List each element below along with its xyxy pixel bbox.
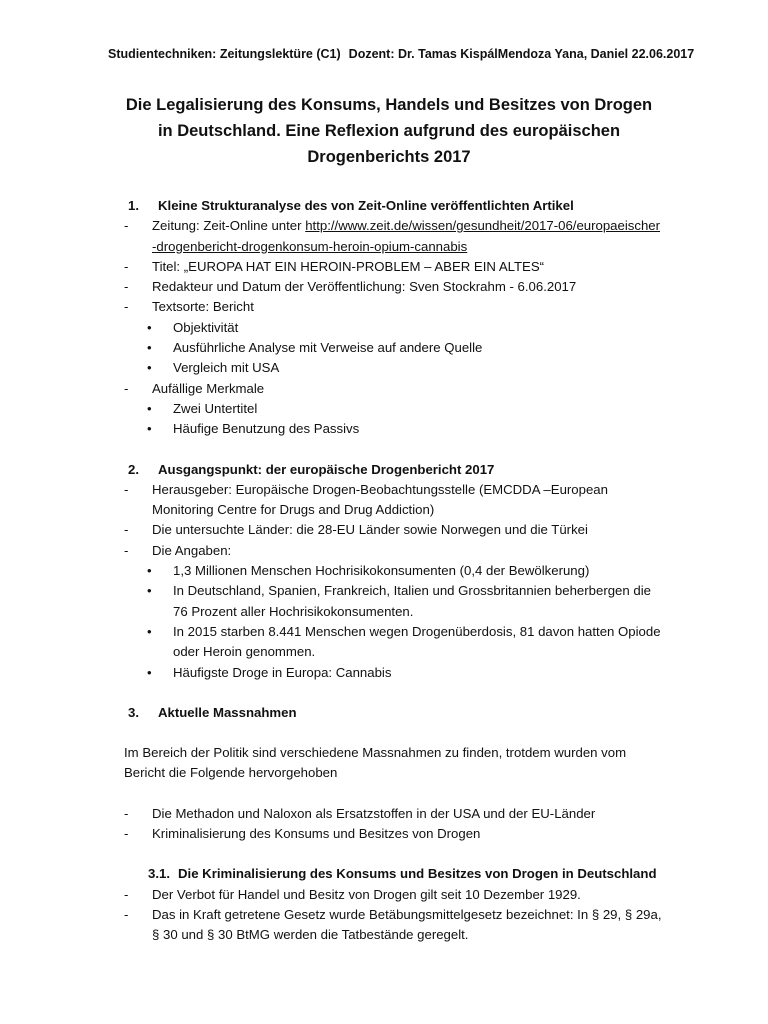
list-item: - Redakteur und Datum der Veröffentlichung: Sven Stockrahm - 6.06.2017	[124, 279, 577, 295]
header-lecturer: Dozent: Dr. Tamas Kispál	[348, 47, 498, 61]
bullet-item: • Ausführliche Analyse mit Verweise auf andere Quelle	[147, 340, 483, 356]
bullet-item: • 1,3 Millionen Menschen Hochrisikokonsumenten (0,4 der Bewölkerung)	[147, 563, 590, 579]
page-header	[108, 47, 695, 61]
list-item: - Das in Kraft getretene Gesetz wurde Betäbungsmittelgesetz bezeichnet: In § 29, § 29a, § 30 und § 30 BtMG werden die Tatbestände geregelt.	[124, 906, 662, 943]
list-item: - Herausgeber: Europäische Drogen-Beobachtungsstelle (EMCDDA –European Monitoring Centre for Drugs and Drug Addiction)	[124, 481, 608, 518]
bullet-item: • Häufigste Droge in Europa: Cannabis	[147, 664, 392, 680]
list-item: - Die untersuchte Länder: die 28-EU Länder sowie Norwegen und die Türkei	[124, 522, 588, 538]
bullet-item: • Vergleich mit USA	[147, 360, 280, 376]
bullet-item: • Objektivität	[147, 319, 239, 335]
bullet-item: • In 2015 starben 8.441 Menschen wegen Drogenüberdosis, 81 davon hatten Opiode oder Heroin genommen.	[147, 623, 661, 660]
document-body	[124, 196, 664, 946]
header-course: Studientechniken: Zeitungslektüre (C1)	[108, 47, 341, 61]
section-3-1-heading: 3.1. Die Kriminalisierung des Konsums und Besitzes von Drogen in Deutschland	[148, 866, 657, 882]
header-author-date: Mendoza Yana, Daniel 22.06.2017	[497, 47, 695, 61]
document-title: Die Legalisierung des Konsums, Handels und Besitzes von Drogen in Deutschland. Eine Reflexion aufgrund des europäischen Drogenberichts 2017	[125, 96, 653, 166]
article-link[interactable]: http://www.zeit.de/wissen/gesundheit/2017-06/europaeischer-drogenbericht-drogenkonsum-heroin-opium-cannabis	[152, 218, 661, 254]
bullet-item: • Häufige Benutzung des Passivs	[147, 421, 360, 437]
section-1-heading: 1. Kleine Strukturanalyse des von Zeit-Online veröffentlichten Artikel	[128, 198, 574, 213]
list-item: - Aufällige Merkmale	[124, 380, 265, 396]
bullet-item: • In Deutschland, Spanien, Frankreich, Italien und Grossbritannien beherbergen die 76 Prozent aller Hochrisikokonsumenten.	[147, 583, 651, 619]
list-item: - Textsorte: Bericht	[124, 299, 254, 315]
section-2-heading: 2. Ausgangspunkt: der europäische Drogenbericht 2017	[128, 461, 495, 477]
list-item: - Die Angaben:	[124, 542, 232, 558]
list-item: - Der Verbot für Handel und Besitz von Drogen gilt seit 10 Dezember 1929.	[124, 886, 581, 902]
list-item: - Zeitung: Zeit-Online unter http://www.zeit.de/wissen/gesundheit/2017-06/europaeischer-drogenbericht-drogenkonsum-heroin-opium-cannabis	[124, 218, 661, 254]
bullet-item: • Zwei Untertitel	[147, 400, 258, 416]
list-item: - Kriminalisierung des Konsums und Besitzes von Drogen	[124, 826, 481, 842]
section-3-heading: 3. Aktuelle Massnahmen	[128, 704, 297, 720]
section-3-paragraph: Im Bereich der Politik sind verschiedene Massnahmen zu finden, trotdem wurden vom Bericht die Folgende hervorgehoben	[124, 745, 627, 781]
list-item: - Titel: „EUROPA HAT EIN HEROIN-PROBLEM – ABER EIN ALTES“	[124, 258, 545, 274]
list-item: - Die Methadon und Naloxon als Ersatzstoffen in der USA und der EU-Länder	[124, 805, 596, 821]
